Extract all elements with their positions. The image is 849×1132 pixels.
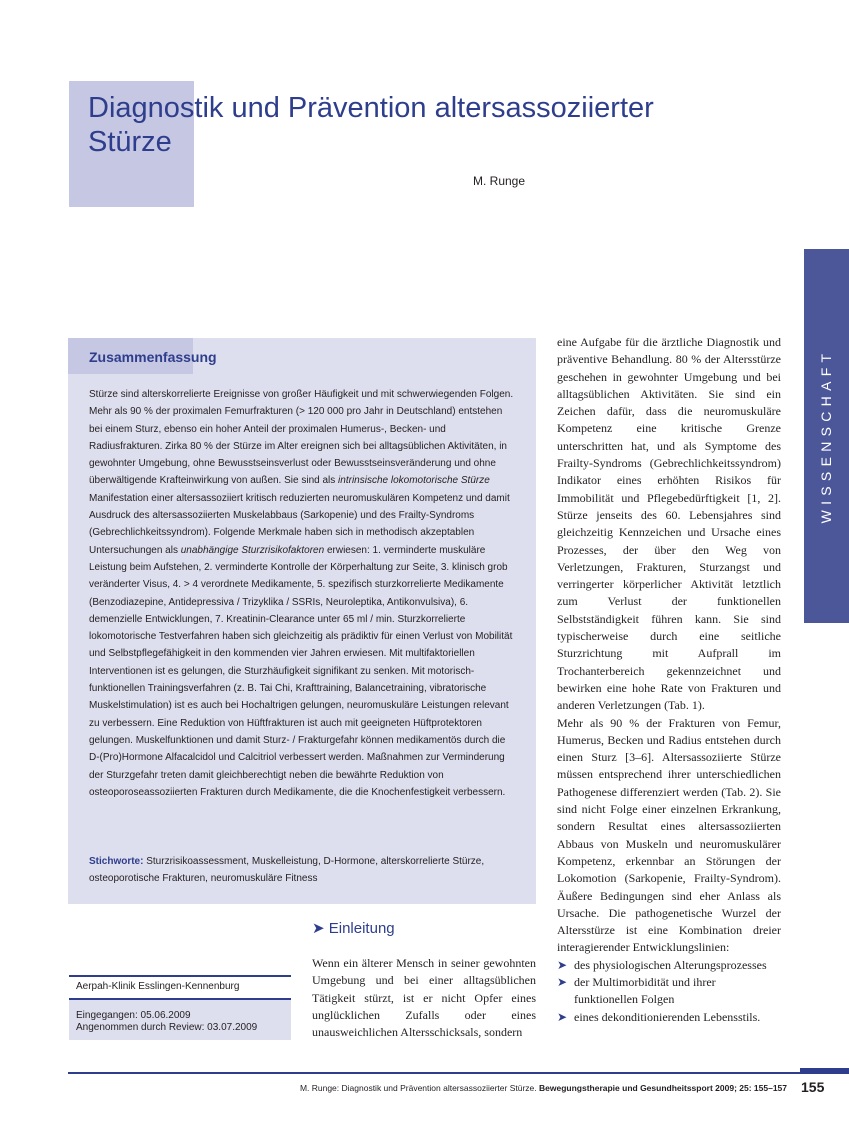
body-paragraph: eine Aufgabe für die ärztliche Diagnostik und präventive Behandlung. 80 % der Altersstürze geschehen in gewohnter Umgebung und bei alltagsüblichen Aktivitäten. Sie sind ein Zeichen dafür, dass die neuromuskuläre Kompetenz eine kritische Grenze unterschritten hat, und als Symptome des Frailty-Syndroms (Gebrechlichkeitssyndrom) Indikator eines erhöhten Risikos für Immobilität und Pflegebedürftigkeit [1, 2]. Stürze jenseits des 60. Lebensjahres sind gleichzeitig Kennzeichen und Ursache eines Prozesses, der über den Weg von Verletzungen, Frakturen, Sturzangst und verringerter körperlicher Aktivität letztlich zum Verlust der funktionellen Selbstständigkeit führen kann. Sie sind typischerweise durch eine seitliche Sturzrichtung mit Aufprall im Trochanterbereich gekennzeichnet und bewirken eine hohe Rate von Frakturen und anderen Verletzungen (Tab. 1).	[557, 335, 781, 713]
introduction-heading-text: Einleitung	[328, 920, 395, 937]
abstract-text-part: erwiesen: 1. verminderte muskuläre Leistung beim Aufstehen, 2. verminderte Kontrolle der Körperhaltung zur Seite, 3. klinisch grob veränderter Visus, 4. > 4 verordnete Medikamente, 5. spezifisch sturzkorrelierte Medikamente (Benzodiazepine, Antidepressiva / Trizyklika / SSRIs, Neuroleptika, Antikonvulsiva), 6. demenzielle Entwicklungen, 7. Kreatinin-Clearance unter 65 ml / min. Sturzkorrelierte lokomotorische Testverfahren haben sich gleichzeitig als prädiktiv für einen Verlust von Mobilität und Selbstpflegefähigkeit in den kommenden vier Jahren erwiesen. Mit multifaktoriellen Interventionen ist es gelungen, die Sturzhäufigkeit signifikant zu senken. Mit motorisch-funktionellen Trainingsverfahren (z. B. Tai Chi, Krafttraining, Balancetraining, vibratorische Muskelstimulation) ist es auch bei Hochaltrigen gelungen, neuromuskuläre Leistungen relevant zu verbessern. Eine Reduktion von Hüftfrakturen ist auch mit geeigneten Hüftprotektoren gelungen. Muskelfunktionen und damit Sturz- / Frakturgefahr können medikamentös durch die D-(Pro)Hormone Alfacalcidol und Calcitriol verbessert werden. Maßnahmen zur Verminderung der Sturzgefahr treten damit gleichberechtigt neben die bewährte Reduktion von osteoporoseassoziierten Frakturen durch Medikamente, die die Knochenfestigkeit verbessern.	[89, 544, 513, 798]
abstract-emphasis: unabhängige Sturzrisikofaktoren	[180, 544, 325, 556]
article-author: M. Runge	[473, 174, 526, 188]
list-item	[557, 1009, 781, 1026]
footer-page-tab	[800, 1068, 849, 1074]
arrow-right-icon: ➤	[557, 1009, 568, 1024]
received-date: Eingegangen: 05.06.2009	[76, 1010, 191, 1021]
affiliation-rule-top	[69, 975, 291, 977]
body-paragraph: Mehr als 90 % der Frakturen von Femur, Humerus, Becken und Radius entstehen durch einen Sturz [3–6]. Altersassoziierte Stürze müssen entsprechend ihrer unterschiedlichen Pathogenese differenziert werden (Tab. 2). Sie sind nicht Folge einer einzelnen Erkrankung, sondern Resultat eines altersassoziierten Abbaus von Muskeln und neuromuskulärer Kompetenz, erkennbar an Störungen der Lokomotion (Sarkopenie, Frailty-Syndrom). Äußere Bedingungen sind eher Anlass als Ursache. Die pathogenetische Wurzel der Altersstürze ist eine Kombination dreier interagierender Entwicklungslinien:	[557, 715, 781, 955]
arrow-right-icon: ➤	[557, 974, 568, 989]
text-column-right	[557, 334, 781, 1026]
citation-journal: Bewegungstherapie und Gesundheitssport 2009; 25: 155–157	[539, 1083, 787, 1093]
section-label: WISSENSCHAFT	[818, 348, 834, 524]
text-column-middle	[312, 955, 536, 1041]
affiliation-institution: Aerpah-Klinik Esslingen-Kennenburg	[76, 981, 240, 992]
arrow-right-icon: ➤	[557, 957, 568, 972]
page-number: 155	[801, 1079, 825, 1095]
abstract-keywords	[89, 853, 517, 887]
development-lines-list	[557, 957, 781, 1026]
affiliation-dates	[76, 1010, 257, 1034]
accepted-date: Angenommen durch Review: 03.07.2009	[76, 1022, 258, 1033]
abstract-text-part: Manifestation einer altersassoziiert kritisch reduzierten neuromuskulären Kompetenz und damit Ausdruck des altersassoziierten Muskelabbaus (Sarkopenie) und des Frailty-Syndroms (Gebrechlichkeitssyndrom). Folgende Merkmale haben sich in methodisch akzeptablen Untersuchungen als	[89, 492, 510, 556]
list-item	[557, 974, 781, 1009]
citation-text: M. Runge: Diagnostik und Prävention altersassoziierter Stürze.	[299, 1083, 539, 1093]
list-item-text: eines dekonditionierenden Lebensstils.	[574, 1009, 761, 1024]
list-item-text: des physiologischen Alterungsprozesses	[574, 957, 767, 972]
footer-rule	[68, 1072, 849, 1074]
abstract-text	[89, 386, 517, 801]
keywords-label: Stichworte:	[89, 856, 144, 867]
intro-paragraph: Wenn ein älterer Mensch in seiner gewohnten Umgebung und bei einer alltagsüblichen Tätigkeit stürzt, ist er nicht Opfer eines unglücklichen Zufalls oder eines unausweichlichen Altersschicksals, sondern	[312, 956, 536, 1040]
article-title: Diagnostik und Prävention altersassoziierter Stürze	[88, 92, 654, 158]
abstract-emphasis: intrinsische lokomotorische Stürze	[338, 475, 490, 487]
abstract-text-part: Stürze sind alterskorrelierte Ereignisse von großer Häufigkeit und mit schwerwiegenden Folgen. Mehr als 90 % der proximalen Femurfrakturen (> 120 000 pro Jahr in Deutschland) entstehen bei einem Sturz, ebenso ein hoher Anteil der proximalen Humerus-, Becken- und Radiusfrakturen. Zirka 80 % der Stürze im Alter ereignen sich bei alltagsüblichen Aktivitäten, in gewohnter Umgebung, ohne Bewusstseinsverlust oder Bewusstseinsveränderung und ohne überwältigende Krafteinwirkung von außen. Sie sind als	[89, 389, 514, 487]
arrow-right-icon: ➤	[312, 920, 325, 937]
list-item-text: der Multimorbidität und ihrer funktionellen Folgen	[574, 974, 716, 1007]
keywords-list: Sturzrisikoassessment, Muskelleistung, D-Hormone, alterskorrelierte Stürze, osteoporotische Frakturen, neuromuskuläre Fitness	[89, 856, 485, 884]
abstract-heading: Zusammenfassung	[89, 349, 217, 365]
introduction-heading	[312, 919, 395, 937]
footer-citation	[300, 1083, 787, 1093]
list-item	[557, 957, 781, 974]
